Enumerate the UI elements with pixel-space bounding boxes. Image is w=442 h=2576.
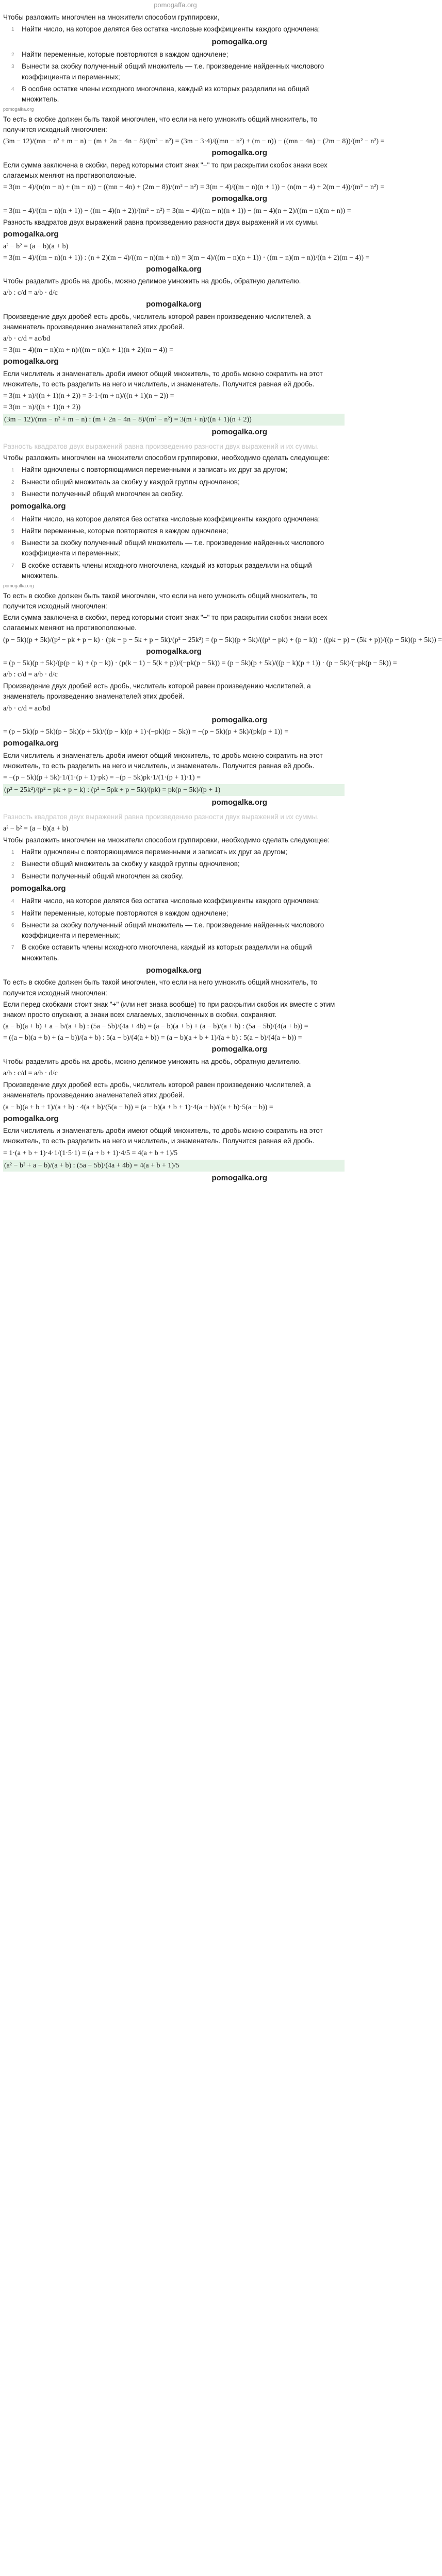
- text-paragraph: Произведение двух дробей есть дробь, числитель которой равен произведению числителей, а знаменатель произведению знаменателей этих дробей.: [3, 1081, 311, 1099]
- math-line: a/b · c/d = ac/bd: [3, 704, 51, 713]
- answer-box: (p² − 25k²)/(p² − pk + p − k) : (p² − 5pk + p − 5k)/(pk) = pk(p − 5k)/(p + 1): [3, 784, 345, 796]
- watermark: pomogalka.org: [3, 583, 34, 588]
- watermark: pomogalka.org: [10, 502, 66, 511]
- solution-content: [3, 9, 442, 1184]
- watermark: pomogalka.org: [3, 107, 34, 112]
- watermark: pomogalka.org: [3, 230, 59, 239]
- math-line: = (p − 5k)(p + 5k)(p − 5k)(p + 5k)/((p − k)(p + 1)·(−pk)(p − 5k)) = −(p − 5k)(p + 5k)/(pk(p + 1)) =: [3, 728, 289, 736]
- text-paragraph: То есть в скобке должен быть такой многочлен, что если на него умножить общий множитель, то получится исходный многочлен:: [3, 978, 318, 997]
- text-paragraph: Произведение двух дробей есть дробь, числитель которой равен произведению числителей, а знаменатель произведению знаменателей этих дробей.: [3, 312, 311, 331]
- watermark: pomogalka.org: [211, 194, 267, 204]
- step-number: 4: [11, 516, 14, 522]
- step-item: 2 Вынести общий множитель за скобку у каждой группы одночленов;: [11, 478, 240, 486]
- math-line: a/b · c/d = ac/bd: [3, 335, 51, 343]
- watermark: pomogalka.org: [211, 1173, 267, 1182]
- site-header: pomogaffa.org: [154, 1, 197, 9]
- watermark: pomogalka.org: [10, 884, 66, 893]
- step-number: 1: [11, 27, 14, 33]
- watermark: pomogalka.org: [3, 739, 59, 748]
- watermark: pomogalka.org: [146, 300, 202, 309]
- step-item: 3 Вынести полученный общий многочлен за скобку.: [11, 489, 184, 498]
- text-intro: Чтобы разложить многочлен на множители способом группировки,: [3, 13, 220, 21]
- math-line: (a − b)(a + b) + a − b/(a + b) : (5a − 5b)/(4a + 4b) = (a − b)(a + b) + (a − b)/(a + b) : (5a − 5b)/(4(a + b)) =: [3, 1023, 308, 1031]
- step-number: 6: [11, 540, 14, 546]
- math-line: = 3(m − 4)/(n(m − n) + (m − n)) − ((mn − 4n) + (2m − 8))/(m² − n²) = 3(m − 4)/((m − n)(n + 1)) − (n(m − 4) + 2(m − 4))/(m² − n²) =: [3, 183, 385, 192]
- math-line: a/b : c/d = a/b · d/c: [3, 1070, 58, 1077]
- watermark: pomogalka.org: [146, 647, 202, 656]
- step-item: 6 Вынести за скобку полученный общий множитель — т.е. произведение найденных числового коэффициента и переменных;: [11, 539, 324, 557]
- faded-text: Разность квадратов двух выражений равна произведению разности двух выражений и их суммы.: [3, 812, 319, 821]
- math-line: (a − b)(a + b + 1)/(a + b) · 4(a + b)/(5(a − b)) = (a − b)(a + b + 1)·4(a + b)/((a + b)·5(a − b)) =: [3, 1103, 273, 1111]
- text-paragraph: Если сумма заключена в скобки, перед которыми стоит знак "−" то при раскрытии скобок знаки всех слагаемых меняют на противоположные.: [3, 161, 328, 179]
- step-item: 1 Найти одночлены с повторяющимися переменными и записать их друг за другом;: [11, 848, 288, 856]
- text-paragraph: Если числитель и знаменатель дроби имеют общий множитель, то дробь можно сократить на этот множитель, то есть разделить на него и числитель, и знаменатель. Получится равная ей дробь.: [3, 1127, 323, 1145]
- step-item: 5 Найти переменные, которые повторяются в каждом одночлене;: [11, 527, 228, 535]
- math-line: a² − b² = (a − b)(a + b): [3, 824, 69, 833]
- step-number: 4: [11, 899, 14, 905]
- step-item: 1 Найти число, на которое делятся без остатка числовые коэффициенты каждого одночлена;: [11, 25, 320, 33]
- step-number: 1: [11, 850, 14, 855]
- step-item: 5 Найти переменные, которые повторяются в каждом одночлене;: [11, 909, 228, 917]
- step-item: 2 Вынести общий множитель за скобку у каждой группы одночленов;: [11, 860, 240, 868]
- step-number: 4: [11, 86, 14, 92]
- text-paragraph: Если перед скобками стоит знак "+" (или нет знака вообще) то при раскрытии скобок их вместе с этим знаком просто опускают, а знаки всех слагаемых, заключенных в скобки, сохраняют.: [3, 1000, 335, 1019]
- math-line: (3m − 12)/(mn − n² + m − n) − (m + 2n − 4n − 8)/(m² − n²) = (3m − 3·4)/((mn − n²) + (m − n)) − ((mn − 4n) + (2m − 8))/(m² − n²) =: [3, 138, 385, 146]
- math-line: = 3(m − 4)(m − n)(m + n)/((m − n)(n + 1)(n + 2)(m − 4)) =: [3, 346, 173, 354]
- watermark: pomogalka.org: [211, 428, 267, 437]
- step-number: 7: [11, 563, 14, 569]
- watermark: pomogalka.org: [211, 798, 267, 807]
- answer-box: (a² − b² + a − b)/(a + b) : (5a − 5b)/(4a + 4b) = 4(a + b + 1)/5: [3, 1160, 345, 1172]
- text-paragraph: Чтобы разделить дробь на дробь, можно делимое умножить на дробь, обратную делителю.: [3, 1057, 301, 1065]
- step-item: 7 В скобке оставить члены исходного многочлена, каждый из которых разделили на общий множитель.: [11, 561, 312, 580]
- step-item: 7 В скобке оставить члены исходного многочлена, каждый из которых разделили на общий множитель.: [11, 943, 312, 962]
- watermark: pomogalka.org: [211, 1045, 267, 1054]
- text-paragraph: Произведение двух дробей есть дробь, числитель которой равен произведению числителей, а знаменатель произведению знаменателей этих дробей.: [3, 682, 311, 701]
- text-paragraph: Разность квадратов двух выражений равна произведению разности двух выражений и их суммы.: [3, 218, 319, 226]
- math-line: = −(p − 5k)(p + 5k)·1/(1·(p + 1)·pk) = −(p − 5k)pk·1/(1·(p + 1)·1) =: [3, 774, 201, 782]
- faded-text: Разность квадратов двух выражений равна произведению разности двух выражений и их суммы.: [3, 442, 319, 450]
- text-paragraph: То есть в скобке должен быть такой многочлен, что если на него умножить общий множитель, то получится исходный многочлен:: [3, 591, 318, 610]
- step-number: 5: [11, 910, 14, 917]
- step-item: 4 В особне остатке члены исходного многочлена, каждый из которых разделили на общий множитель.: [11, 84, 309, 103]
- math-line: = (p − 5k)(p + 5k)/(p(p − k) + (p − k)) · (p(k − 1) − 5(k + p))/(−pk(p − 5k)) = (p − 5k)(p + 5k)/((p − k)(p + 1)) · (p − 5k)/(−pk(p − 5k)) =: [3, 659, 397, 667]
- math-line: (p − 5k)(p + 5k)/(p² − pk + p − k) · (pk − p − 5k + p − 5k)/(p² − 25k²) = (p − 5k)(p + 5k)/((p² − pk) + (p − k)) · ((pk − p) − (5k + p))/((p − 5k)(p + 5k)) =: [3, 636, 442, 644]
- solution-3: [3, 812, 345, 1184]
- math-line: = 1·(a + b + 1)·4·1/(1·5·1) = (a + b + 1)·4/5 = 4(a + b + 1)/5: [3, 1149, 178, 1157]
- watermark: pomogalka.org: [211, 148, 267, 158]
- math-line: a² − b² = (a − b)(a + b): [3, 242, 69, 250]
- step-number: 5: [11, 528, 14, 534]
- step-item: 1 Найти одночлены с повторяющимися переменными и записать их друг за другом;: [11, 466, 288, 474]
- math-line: = 3(m + n)/((n + 1)(n + 2)) = 3·1·(m + n)/((n + 1)(n + 2)) =: [3, 392, 174, 400]
- step-number: 3: [11, 873, 14, 879]
- steps-list: [10, 24, 345, 105]
- steps-list: [10, 847, 345, 963]
- step-number: 2: [11, 479, 14, 485]
- answer-box: (3m − 12)/(mn − n² + m − n) : (m + 2n − 4n − 8)/(m² − n²) = 3(m + n)/((n + 1)(n + 2)): [3, 414, 345, 426]
- solution-2: [3, 442, 442, 809]
- watermark: pomogalka.org: [3, 1114, 59, 1123]
- text-paragraph: То есть в скобке должен быть такой многочлен, что если на него умножить общий множитель, то получится исходный многочлен:: [3, 115, 318, 133]
- step-item: 6 Вынести за скобку полученный общий множитель — т.е. произведение найденных числового коэффициента и переменных;: [11, 921, 324, 939]
- watermark: pomogalka.org: [3, 357, 59, 366]
- text-paragraph: Чтобы разделить дробь на дробь, можно делимое умножить на дробь, обратную делителю.: [3, 277, 301, 285]
- step-number: 7: [11, 945, 14, 951]
- solution-1: [3, 12, 385, 438]
- step-number: 3: [11, 491, 14, 497]
- step-item: 3 Вынести за скобку полученный общий множитель — т.е. произведение найденных числового коэффициента и переменных;: [11, 62, 324, 81]
- math-line: = 3(m − 4)/((m − n)(n + 1)) − ((m − 4)(n + 2))/(m² − n²) = 3(m − 4)/((m − n)(n + 1)) − (m − 4)(n + 2)/((m − n)(m + n)) =: [3, 207, 351, 215]
- step-number: 2: [11, 861, 14, 868]
- math-line: a/b : c/d = a/b · d/c: [3, 671, 58, 679]
- math-line: a/b : c/d = a/b · d/c: [3, 289, 58, 297]
- text-intro: Чтобы разложить многочлен на множители способом группировки, необходимо сделать следующее:: [3, 836, 330, 844]
- step-item: 4 Найти число, на которое делятся без остатка числовые коэффициенты каждого одночлена;: [11, 515, 320, 523]
- math-line: = 3(m − n)/((n + 1)(n + 2)): [3, 403, 81, 412]
- math-line: = ((a − b)(a + b) + (a − b))/(a + b) : 5(a − b)/(4(a + b)) = (a − b)(a + b + 1)/(a + b) : 5(a − b)/(4(a + b)) =: [3, 1034, 302, 1042]
- watermark: pomogalka.org: [211, 715, 267, 724]
- math-line: = 3(m − 4)/((m − n)(n + 1)) : (n + 2)(m − 4)/((m − n)(m + n)) = 3(m − 4)/((m − n)(n + 1)) · ((m − n)(m + n))/((n + 2)(m − 4)) =: [3, 253, 370, 262]
- step-number: 1: [11, 467, 14, 473]
- step-number: 3: [11, 64, 14, 70]
- watermark: pomogalka.org: [211, 37, 267, 46]
- step-number: 2: [11, 52, 14, 58]
- step-item: 4 Найти число, на которое делятся без остатка числовые коэффициенты каждого одночлена;: [11, 897, 320, 905]
- watermark: pomogalka.org: [146, 965, 202, 975]
- text-paragraph: Если числитель и знаменатель дроби имеют общий множитель, то дробь можно сократить на этот множитель, то есть разделить на него и числитель, и знаменатель. Получится равная ей дробь.: [3, 369, 323, 388]
- text-paragraph: Если сумма заключена в скобки, перед которыми стоит знак "−" то при раскрытии скобок знаки всех слагаемых меняют на противоположные.: [3, 614, 328, 632]
- text-intro: Чтобы разложить многочлен на множители способом группировки, необходимо сделать следующее:: [3, 454, 330, 462]
- watermark: pomogalka.org: [146, 264, 202, 274]
- step-item: 3 Вынести полученный общий многочлен за скобку.: [11, 872, 184, 880]
- step-number: 6: [11, 922, 14, 928]
- steps-list: [10, 465, 345, 581]
- step-item: 2 Найти переменные, которые повторяются в каждом одночлене;: [11, 50, 228, 58]
- text-paragraph: Если числитель и знаменатель дроби имеют общий множитель, то дробь можно сократить на этот множитель, то есть разделить на него и числитель, и знаменатель. Получится равная ей дробь.: [3, 751, 323, 770]
